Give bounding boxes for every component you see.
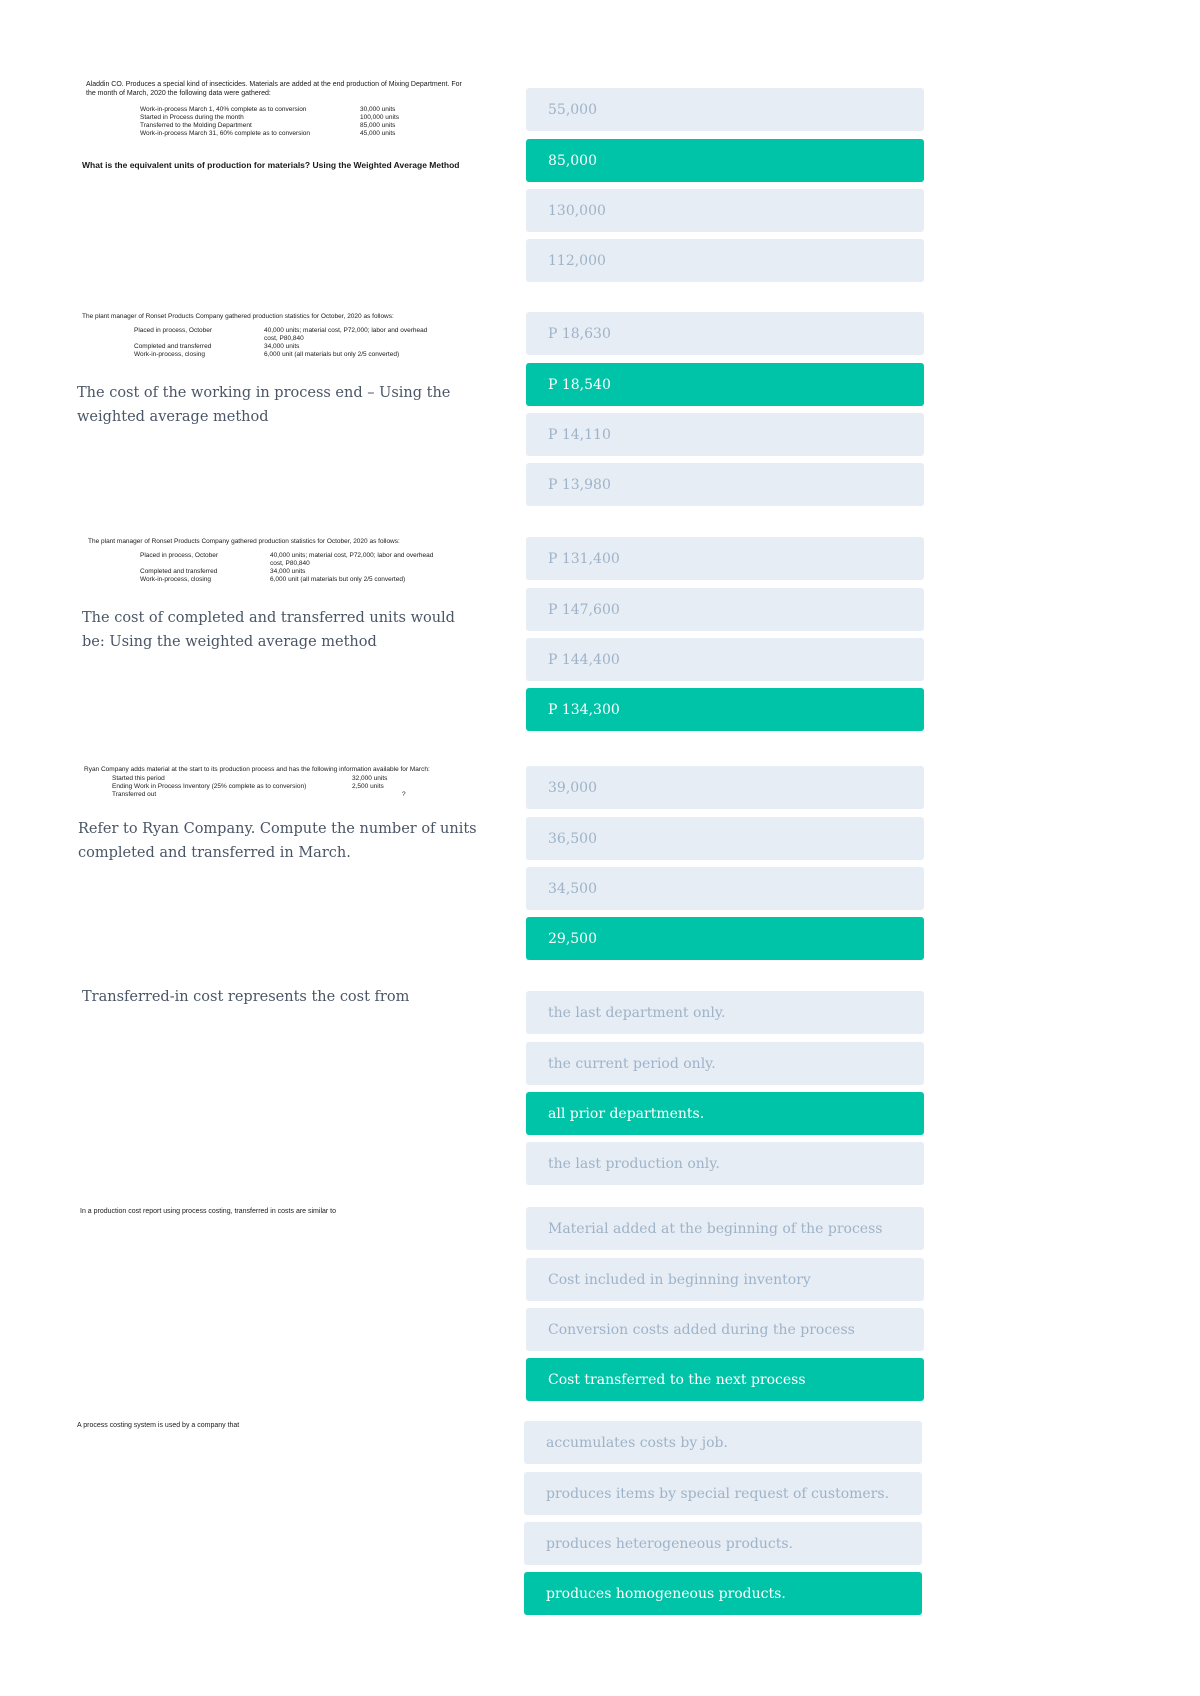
option-6-d[interactable]: Cost transferred to the next process (526, 1358, 924, 1401)
table-row: Started in Process during the month 100,000 units (140, 114, 400, 121)
option-3-b[interactable]: P 147,600 (526, 588, 924, 631)
question-4-prompt: Refer to Ryan Company. Compute the number of units completed and transferred in March. (78, 821, 477, 861)
option-4-b[interactable]: 36,500 (526, 817, 924, 860)
option-3-a[interactable]: P 131,400 (526, 537, 924, 580)
option-5-c[interactable]: all prior departments. (526, 1092, 924, 1135)
question-2-intro: The plant manager of Ronset Products Company gathered production statistics for October, 2020 as follows: (82, 313, 394, 320)
table-row: Placed in process, October 40,000 units; material cost, P72,000; labor and overhead cost, P80,840 (134, 327, 428, 342)
option-6-a[interactable]: Material added at the beginning of the process (526, 1207, 924, 1250)
option-6-b[interactable]: Cost included in beginning inventory (526, 1258, 924, 1301)
option-2-b[interactable]: P 18,540 (526, 363, 924, 406)
option-4-c[interactable]: 34,500 (526, 867, 924, 910)
question-2-body (77, 312, 472, 429)
question-3-data-table (140, 552, 460, 584)
question-6-body (80, 1207, 480, 1216)
option-2-a[interactable]: P 18,630 (526, 312, 924, 355)
table-row: Placed in process, October 40,000 units; material cost, P72,000; labor and overhead cost, P80,840 (140, 552, 434, 567)
option-3-d[interactable]: P 134,300 (526, 688, 924, 731)
option-5-d[interactable]: the last production only. (526, 1142, 924, 1185)
question-7-prompt: A process costing system is used by a company that (77, 1422, 240, 1429)
question-3-intro: The plant manager of Ronset Products Company gathered production statistics for October, 2020 as follows: (88, 538, 400, 545)
option-3-c[interactable]: P 144,400 (526, 638, 924, 681)
table-row: Work-in-process, closing 6,000 unit (all materials but only 2/5 converted) (134, 351, 400, 358)
question-5-body (82, 985, 482, 1009)
option-7-a[interactable]: accumulates costs by job. (524, 1421, 922, 1464)
table-row: Work-in-process March 31, 60% complete as to conversion 45,000 units (140, 130, 396, 137)
question-5-prompt: Transferred-in cost represents the cost from (82, 989, 410, 1005)
option-1-d[interactable]: 112,000 (526, 239, 924, 282)
option-5-a[interactable]: the last department only. (526, 991, 924, 1034)
option-5-b[interactable]: the current period only. (526, 1042, 924, 1085)
option-7-c[interactable]: produces heterogeneous products. (524, 1522, 922, 1565)
question-2-data-table (134, 327, 454, 359)
option-4-d[interactable]: 29,500 (526, 917, 924, 960)
question-4-data-table (112, 775, 432, 799)
option-7-b[interactable]: produces items by special request of customers. (524, 1472, 922, 1515)
table-row: Started this period 32,000 units (112, 775, 388, 782)
option-4-a[interactable]: 39,000 (526, 766, 924, 809)
table-row: Ending Work in Process Inventory (25% complete as to conversion) 2,500 units (112, 783, 384, 790)
question-4-body (78, 766, 477, 865)
option-1-a[interactable]: 55,000 (526, 88, 924, 131)
option-2-c[interactable]: P 14,110 (526, 413, 924, 456)
question-1-intro: Aladdin CO. Produces a special kind of insecticides. Materials are added at the end production of Mixing Department. For the month of March, 2020 the following data were gathered: (86, 81, 462, 97)
question-4-intro: Ryan Company adds material at the start to its production process and has the following information available for March: (84, 766, 430, 773)
table-row: Work-in-process March 1, 40% complete as to conversion 30,000 units (140, 106, 396, 113)
table-row: Completed and transferred 34,000 units (140, 568, 306, 575)
question-3-prompt: The cost of completed and transferred units would be: Using the weighted average method (82, 610, 455, 650)
question-3-body (82, 537, 478, 654)
table-row: Completed and transferred 34,000 units (134, 343, 300, 350)
table-row: Work-in-process, closing 6,000 unit (all materials but only 2/5 converted) (140, 576, 406, 583)
option-6-c[interactable]: Conversion costs added during the process (526, 1308, 924, 1351)
question-1-prompt: What is the equivalent units of production for materials? Using the Weighted Average Method (82, 160, 460, 170)
question-6-prompt: In a production cost report using process costing, transferred in costs are similar to (80, 1208, 337, 1215)
option-7-d[interactable]: produces homogeneous products. (524, 1572, 922, 1615)
question-2-prompt: The cost of the working in process end – Using the weighted average method (77, 385, 451, 425)
option-1-b[interactable]: 85,000 (526, 139, 924, 182)
question-7-body (77, 1421, 477, 1430)
question-1-data-table (140, 106, 440, 138)
table-row: Transferred out ? (112, 791, 406, 798)
table-row: Transferred to the Molding Department 85,000 units (140, 122, 396, 129)
option-1-c[interactable]: 130,000 (526, 189, 924, 232)
question-1-body (82, 80, 466, 170)
option-2-d[interactable]: P 13,980 (526, 463, 924, 506)
